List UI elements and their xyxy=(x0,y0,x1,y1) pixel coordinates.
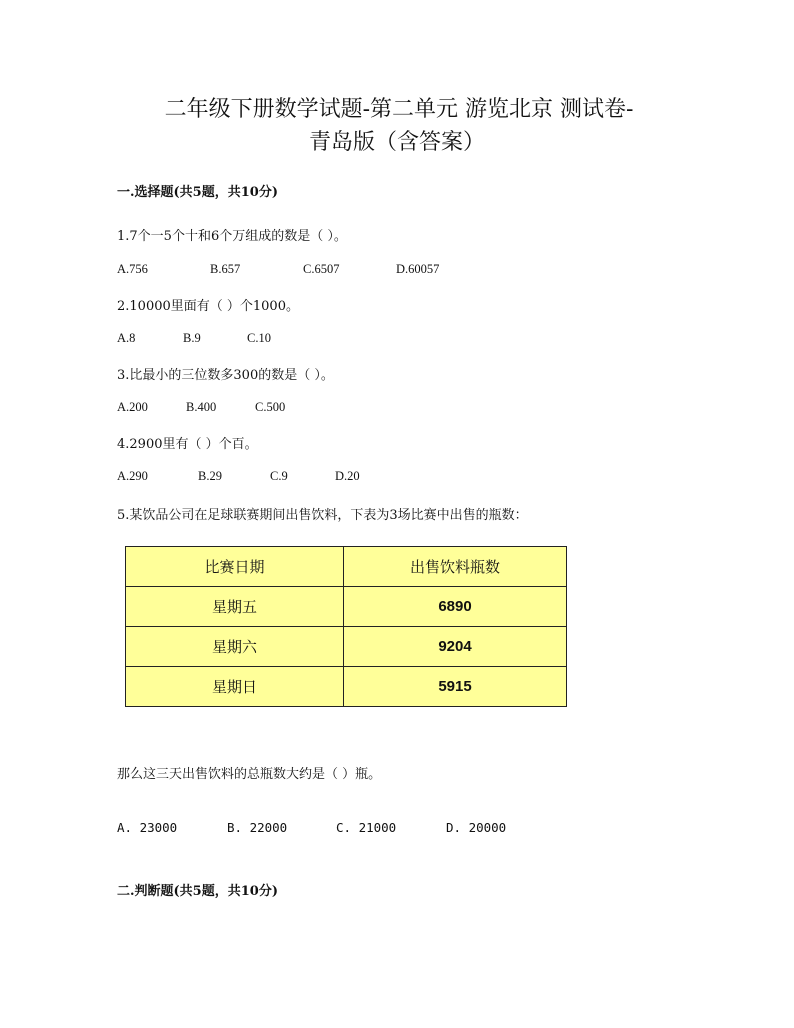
option-d: D. 20000 xyxy=(446,820,507,835)
option-c: C.9 xyxy=(270,469,288,483)
option-a: A.756 xyxy=(117,262,148,276)
question-1-text: 1.7个一5个十和6个万组成的数是（ ）。 xyxy=(117,229,347,244)
section-heading-choice: 一.选择题(共5题，共10分) xyxy=(117,185,278,200)
option-c: C.500 xyxy=(255,400,286,414)
page-title-line2: 青岛版（含答案） xyxy=(308,130,485,155)
option-b: B.657 xyxy=(210,262,241,276)
table-row xyxy=(126,587,567,627)
option-d: D.20 xyxy=(335,469,360,483)
section-heading-judgement: 二.判断题(共5题，共10分) xyxy=(117,884,278,899)
table-cell-count: 6890 xyxy=(344,587,567,627)
table-cell-count: 5915 xyxy=(344,667,567,707)
table-row xyxy=(126,667,567,707)
sales-table xyxy=(125,546,567,707)
option-d: D.60057 xyxy=(396,262,440,276)
option-c: C. 21000 xyxy=(336,820,397,835)
table-header-date: 比赛日期 xyxy=(126,547,344,587)
option-a: A. 23000 xyxy=(117,820,178,835)
table-cell-day: 星期五 xyxy=(126,587,344,627)
question-2-text: 2.10000里面有（ ）个1000。 xyxy=(117,299,299,314)
option-b: B. 22000 xyxy=(227,820,288,835)
table-cell-count: 9204 xyxy=(344,627,567,667)
option-c: C.10 xyxy=(247,331,271,345)
table-header-row xyxy=(126,547,567,587)
option-c: C.6507 xyxy=(303,262,340,276)
question-5-followup: 那么这三天出售饮料的总瓶数大约是（ ）瓶。 xyxy=(117,767,382,782)
page-title-line1: 二年级下册数学试题-第二单元 游览北京 测试卷- xyxy=(164,97,634,122)
option-b: B.29 xyxy=(198,469,222,483)
question-3-text: 3.比最小的三位数多300的数是（ ）。 xyxy=(117,368,334,383)
option-a: A.200 xyxy=(117,400,148,414)
question-4-text: 4.2900里有（ ）个百。 xyxy=(117,437,258,452)
table-cell-day: 星期六 xyxy=(126,627,344,667)
question-5-text: 5.某饮品公司在足球联赛期间出售饮料，下表为3场比赛中出售的瓶数： xyxy=(117,508,528,523)
table-cell-day: 星期日 xyxy=(126,667,344,707)
option-b: B.400 xyxy=(186,400,217,414)
option-a: A.290 xyxy=(117,469,148,483)
table-header-bottles: 出售饮料瓶数 xyxy=(344,547,567,587)
option-b: B.9 xyxy=(183,331,201,345)
option-a: A.8 xyxy=(117,331,136,345)
table-row xyxy=(126,627,567,667)
